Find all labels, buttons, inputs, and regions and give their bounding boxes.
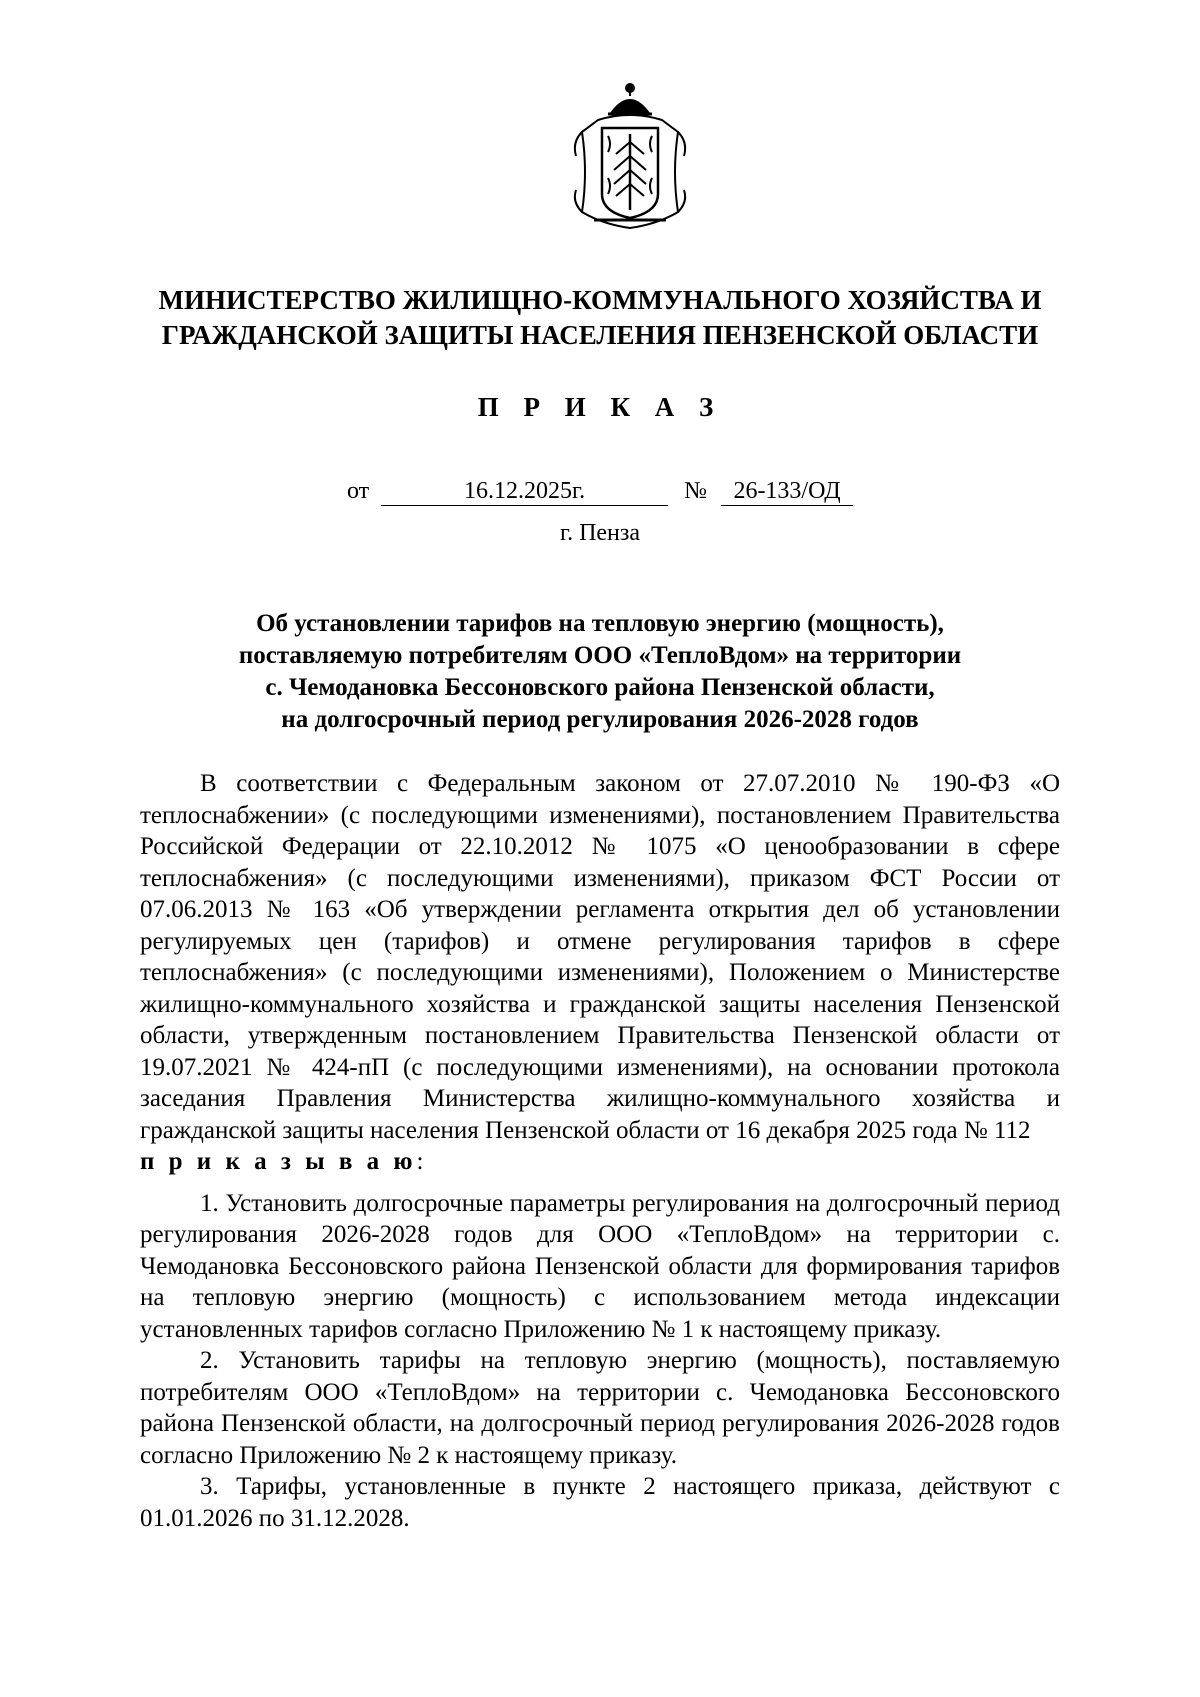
decree-word: п р и к а з ы в а ю <box>140 1148 417 1175</box>
ministry-name-line1: МИНИСТЕРСТВО ЖИЛИЩНО-КОММУНАЛЬНОГО ХОЗЯЙСТВА И <box>158 285 1042 315</box>
order-item-2: 2. Установить тарифы на тепловую энергию (мощность), поставляемую потребителям ООО «ТеплоВдом» на территории с. Чемодановка Бессоновского района Пензенской области, на долгосрочный период регулирования 2026-2028 годов согласно Приложению № 2 к настоящему приказу. <box>140 1347 1060 1469</box>
preamble-paragraph: В соответствии с Федеральным законом от 27.07.2010 № 190-ФЗ «О теплоснабжении» (с последующими изменениями), постановлением Правительства Российской Федерации от 22.10.2012 № 1075 «О ценообразовании в сфере теплоснабжения» (с последующими изменениями), приказом ФСТ России от 07.06.2013 № 163 «Об утверждении регламента открытия дел об установлении регулируемых цен (тарифов) и отмене регулирования тарифов в сфере теплоснабжения» (с последующими изменениями), Положением о Министерстве жилищно-коммунального хозяйства и гражданской защиты населения Пензенской области, утвержденным постановлением Правительства Пензенской области от 19.07.2021 № 424-пП (с последующими изменениями), на основании протокола заседания Правления Министерства жилищно-коммунального хозяйства и гражданской защиты населения Пензенской области от 16 декабря 2025 года № 112 <box>140 770 1060 1144</box>
date-prefix: от <box>346 478 370 504</box>
city: г. Пенза <box>559 520 641 546</box>
coat-of-arms-icon <box>568 82 692 230</box>
subject-line1: Об установлении тарифов на тепловую энергию (мощность), <box>256 610 944 637</box>
decree-line <box>140 1146 1060 1178</box>
order-date-number-row <box>0 476 1200 506</box>
order-subject <box>140 608 1060 736</box>
order-item-3: 3. Тарифы, установленные в пункте 2 настоящего приказа, действуют с 01.01.2026 по 31.12.2028. <box>140 1473 1060 1532</box>
order-title: П Р И К А З <box>477 392 723 422</box>
order-date: 16.12.2025г. <box>381 477 668 506</box>
subject-line3: с. Чемодановка Бессоновского района Пензенской области, <box>265 674 935 701</box>
ministry-name <box>90 283 1110 353</box>
subject-line2: поставляемую потребителям ООО «ТеплоВдом» на территории <box>238 642 962 669</box>
ministry-name-line2: ГРАЖДАНСКОЙ ЗАЩИТЫ НАСЕЛЕНИЯ ПЕНЗЕНСКОЙ ОБЛАСТИ <box>161 320 1039 350</box>
order-number: 26-133/ОД <box>721 477 853 506</box>
decree-colon: : <box>416 1148 424 1175</box>
number-prefix: № <box>684 478 708 504</box>
subject-line4: на долгосрочный период регулирования 2026-2028 годов <box>281 706 919 733</box>
order-item-1: 1. Установить долгосрочные параметры регулирования на долгосрочный период регулирования 2026-2028 годов для ООО «ТеплоВдом» на территории с. Чемодановка Бессоновского района Пензенской области для формирования тарифов на тепловую энергию (мощность) с использованием метода индексации установленных тарифов согласно Приложению № 1 к настоящему приказу. <box>140 1189 1060 1343</box>
order-body <box>140 768 1060 1534</box>
